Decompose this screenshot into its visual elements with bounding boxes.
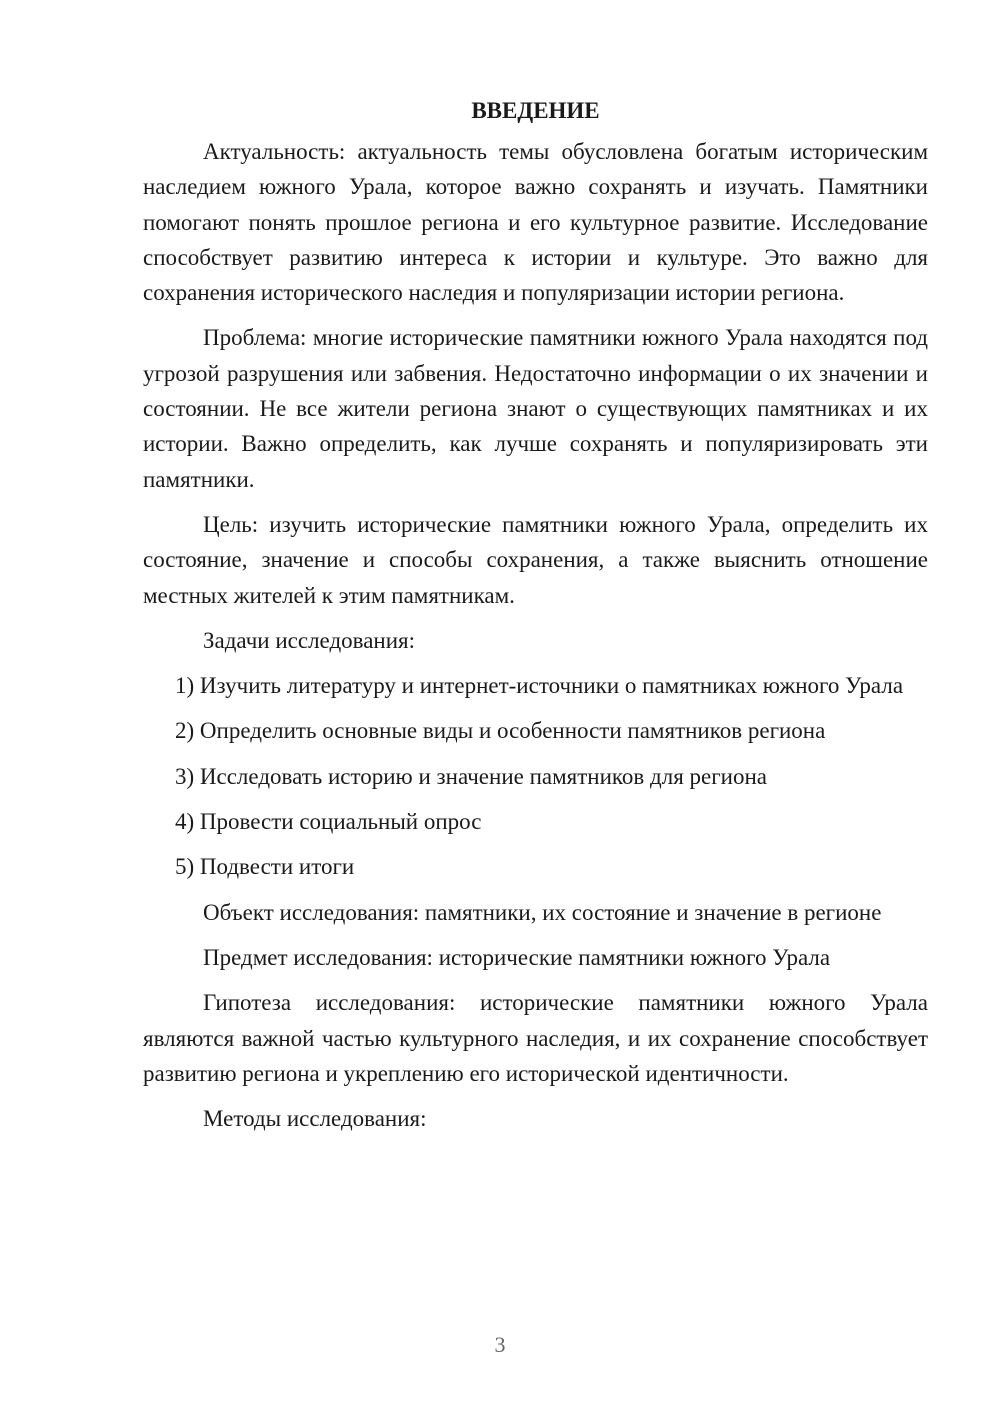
document-page bbox=[143, 94, 928, 1136]
paragraph-hypothesis: Гипотеза исследования: исторические памятники южного Урала являются важной частью культурного наследия, и их сохранение способствует развитию региона и укреплению его исторической идентичности. bbox=[143, 990, 928, 1086]
task-item-4: 4) Провести социальный опрос bbox=[175, 809, 482, 835]
task-item-1: 1) Изучить литературу и интернет-источники о памятниках южного Урала bbox=[175, 673, 904, 699]
page-title: ВВЕДЕНИЕ bbox=[471, 98, 600, 123]
page-number: 3 bbox=[494, 1332, 506, 1357]
paragraph-goal: Цель: изучить исторические памятники южного Урала, определить их состояние, значение и способы сохранения, а также выяснить отношение местных жителей к этим памятникам. bbox=[143, 511, 928, 608]
tasks-heading: Задачи исследования: bbox=[203, 627, 416, 653]
task-item-3: 3) Исследовать историю и значение памятников для региона bbox=[175, 763, 767, 789]
task-item-2: 2) Определить основные виды и особенности памятников региона bbox=[175, 718, 826, 744]
paragraph-relevance: Актуальность: актуальность темы обусловлена богатым историческим наследием южного Урала, которое важно сохранять и изучать. Памятники помогают понять прошлое региона и его культурное развитие. Исследование способствует развитию интереса к истории и культуре. Это важно для сохранения исторического наследия и популяризации истории региона. bbox=[143, 139, 928, 306]
paragraph-problem: Проблема: многие исторические памятники южного Урала находятся под угрозой разрушения или забвения. Недостаточно информации о их значении и состоянии. Не все жители региона знают о существующих памятниках и их истории. Важно определить, как лучше сохранять и популяризировать эти памятники. bbox=[143, 325, 928, 492]
paragraph-subject: Предмет исследования: исторические памятники южного Урала bbox=[203, 944, 831, 970]
paragraph-object: Объект исследования: памятники, их состояние и значение в регионе bbox=[203, 899, 882, 925]
paragraph-methods: Методы исследования: bbox=[203, 1106, 427, 1132]
task-item-5: 5) Подвести итоги bbox=[175, 854, 355, 880]
